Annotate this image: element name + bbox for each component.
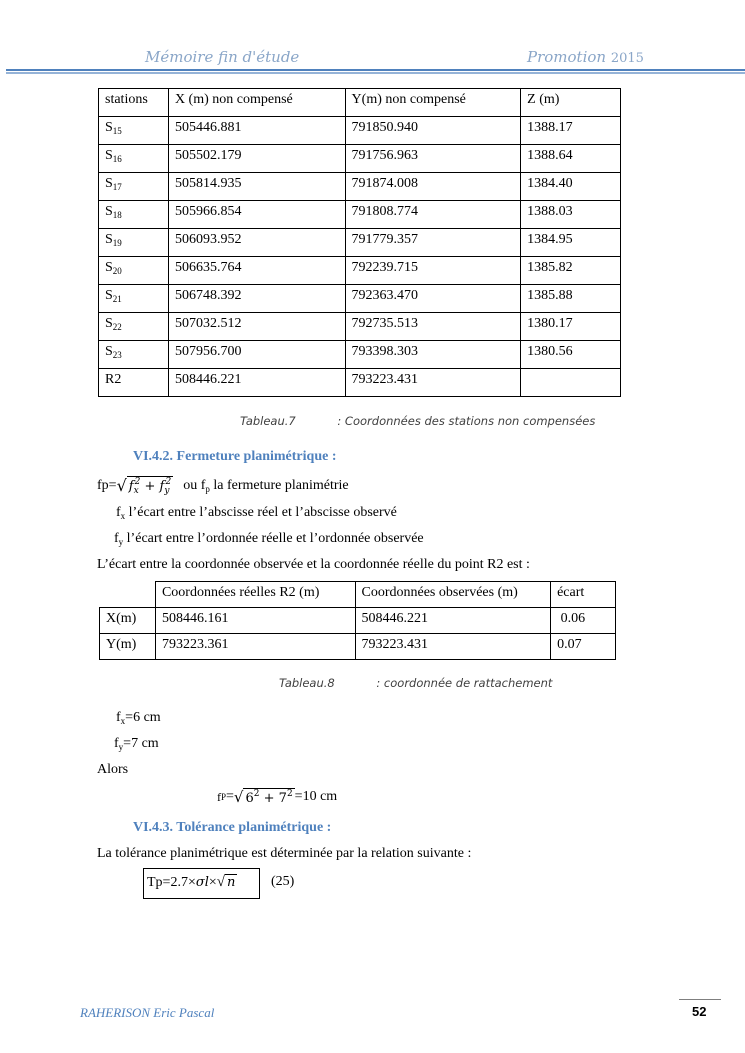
coordinate-cell-y: 793398.303 xyxy=(345,341,521,369)
fp-result-value: =10 cm xyxy=(294,789,338,804)
station-index: 17 xyxy=(112,182,122,192)
table-cell: 0.07 xyxy=(551,634,616,660)
fp-sqrt-values: √ $6^2 + 7^2$ xyxy=(233,788,293,806)
caption-label: Tableau.8 xyxy=(279,676,335,690)
fp-sqrt-formula: √ $f_x^2 + f_y^2$ xyxy=(116,476,172,496)
station-cell xyxy=(99,369,169,397)
table-row xyxy=(99,341,621,369)
header-rule-light xyxy=(6,72,745,74)
table-cell: 0.06 xyxy=(551,608,616,634)
coordinate-cell-z xyxy=(521,369,621,397)
coordinate-cell-y: 791850.940 xyxy=(345,117,521,145)
fy-description: l’écart entre l’ordonnée réelle et l’ordonnée observée xyxy=(123,531,424,546)
fy-definition-line xyxy=(114,531,424,547)
alors-text: Alors xyxy=(97,762,129,777)
section-heading-vi42: VI.4.2. Fermeture planimétrique : xyxy=(133,449,337,464)
station-index: 16 xyxy=(112,154,122,164)
fx-definition-line xyxy=(116,505,397,521)
table-row xyxy=(99,369,621,397)
coordinate-cell-z: 1384.95 xyxy=(521,229,621,257)
station-letter: S xyxy=(105,288,113,303)
fp-sub: p xyxy=(205,484,210,494)
station-letter: S xyxy=(105,204,113,219)
station-letter: S xyxy=(105,148,113,163)
station-cell xyxy=(99,229,169,257)
station-index: 15 xyxy=(112,126,122,136)
table-row xyxy=(99,285,621,313)
fx-result: $f_x=6$ cm xyxy=(116,710,161,726)
fp-prefix: fp= xyxy=(97,478,117,493)
table-row xyxy=(100,608,616,634)
fx-sub: x xyxy=(120,511,126,521)
coordinate-cell-x: 507956.700 xyxy=(168,341,345,369)
table-row xyxy=(100,634,616,660)
header-promotion-label: Promotion xyxy=(527,48,607,66)
fp-result-eq: = xyxy=(226,789,234,804)
coordinate-cell-z: 1388.64 xyxy=(521,145,621,173)
fp-result-sub: P xyxy=(221,792,227,802)
station-index: 22 xyxy=(112,322,122,332)
tolerance-intro: La tolérance planimétrique est déterminée par la relation suivante : xyxy=(97,846,472,861)
coordinate-cell-y: 791808.774 xyxy=(345,201,521,229)
coordinate-cell-x: 507032.512 xyxy=(168,313,345,341)
caption-label: Tableau.7 xyxy=(240,414,296,428)
coordinate-cell-y: 791874.008 xyxy=(345,173,521,201)
formula-sigma: σl xyxy=(195,875,209,890)
table-row xyxy=(99,229,621,257)
station-index: 21 xyxy=(112,294,122,304)
coordinate-cell-z: 1384.40 xyxy=(521,173,621,201)
coordinate-cell-z: 1380.17 xyxy=(521,313,621,341)
station-cell xyxy=(99,173,169,201)
table-row xyxy=(99,201,621,229)
fp-result-symbol: f xyxy=(217,789,221,804)
caption-text: : coordonnée de rattachement xyxy=(376,676,553,690)
table-header-cell xyxy=(100,582,156,608)
equation-number: (25) xyxy=(271,874,295,889)
stations-table-body xyxy=(99,117,621,397)
station-letter: S xyxy=(105,316,113,331)
coordinate-cell-z: 1388.03 xyxy=(521,201,621,229)
page-number: 52 xyxy=(692,1004,707,1019)
fy-sub: y xyxy=(118,537,124,547)
coordinate-cell-x: 508446.221 xyxy=(168,369,345,397)
formula-prefix: Tp=2.7× xyxy=(147,875,196,890)
station-letter: R2 xyxy=(105,372,122,387)
coordinate-cell-y: 792363.470 xyxy=(345,285,521,313)
formula-n: n xyxy=(227,875,236,890)
table-cell: 508446.161 xyxy=(155,608,355,634)
header-right xyxy=(527,48,644,66)
table-header-cell: Coordonnées réelles R2 (m) xyxy=(155,582,355,608)
table-row xyxy=(99,173,621,201)
fy-result: $f_y=7$ cm xyxy=(114,736,159,752)
fp-or-text: ou f xyxy=(183,478,206,493)
station-cell xyxy=(99,257,169,285)
station-cell xyxy=(99,313,169,341)
station-letter: S xyxy=(105,260,113,275)
station-letter: S xyxy=(105,232,113,247)
fx-symbol: f xyxy=(116,505,121,520)
tolerance-formula-box: Tp=2.7×σl×√ n xyxy=(143,868,260,899)
coordinate-cell-y: 792239.715 xyxy=(345,257,521,285)
coordinate-cell-x: 506093.952 xyxy=(168,229,345,257)
coordinate-cell-x: 505502.179 xyxy=(168,145,345,173)
coordinate-cell-z: 1388.17 xyxy=(521,117,621,145)
station-letter: S xyxy=(105,120,113,135)
station-index: 20 xyxy=(112,266,122,276)
fp-definition-line xyxy=(97,476,349,496)
fx-description: l’écart entre l’abscisse réel et l’abscisse observé xyxy=(125,505,397,520)
caption-text: : Coordonnées des stations non compensées xyxy=(337,414,596,428)
table-header-cell: écart xyxy=(551,582,616,608)
table-header-cell: Y(m) non compensé xyxy=(345,89,521,117)
station-index: 19 xyxy=(112,238,122,248)
fp-computation xyxy=(217,788,337,806)
table7-caption xyxy=(240,414,595,428)
section-heading-vi43: VI.4.3. Tolérance planimétrique : xyxy=(133,820,332,835)
table-cell: 508446.221 xyxy=(355,608,551,634)
table-cell: Y(m) xyxy=(100,634,156,660)
stations-table xyxy=(98,88,621,397)
table-header-cell: stations xyxy=(99,89,169,117)
table-cell: 793223.361 xyxy=(155,634,355,660)
station-index: 18 xyxy=(112,210,122,220)
r2-intro-text: L’écart entre la coordonnée observée et la coordonnée réelle du point R2 est : xyxy=(97,557,530,572)
coordinate-cell-x: 506748.392 xyxy=(168,285,345,313)
table-row xyxy=(99,145,621,173)
header-left: Mémoire fin d'étude xyxy=(145,48,300,66)
station-cell xyxy=(99,285,169,313)
fx-value: =6 cm xyxy=(125,710,161,725)
coordinate-cell-z: 1385.82 xyxy=(521,257,621,285)
station-cell xyxy=(99,201,169,229)
coordinate-cell-x: 506635.764 xyxy=(168,257,345,285)
table-cell: X(m) xyxy=(100,608,156,634)
footer-rule xyxy=(679,999,721,1000)
table-header-cell: Coordonnées observées (m) xyxy=(355,582,551,608)
station-cell xyxy=(99,145,169,173)
rattachement-table xyxy=(99,581,616,660)
coordinate-cell-y: 792735.513 xyxy=(345,313,521,341)
station-letter: S xyxy=(105,176,113,191)
table8-caption xyxy=(279,676,552,690)
coordinate-cell-y: 791779.357 xyxy=(345,229,521,257)
table-row xyxy=(99,117,621,145)
formula-times: × xyxy=(208,875,217,890)
station-index: 23 xyxy=(112,350,122,360)
station-letter: S xyxy=(105,344,113,359)
coordinate-cell-z: 1385.88 xyxy=(521,285,621,313)
header-rule xyxy=(6,69,745,71)
coordinate-cell-y: 791756.963 xyxy=(345,145,521,173)
table-header-cell: X (m) non compensé xyxy=(168,89,345,117)
table-header-row xyxy=(100,582,616,608)
table-header-row xyxy=(99,89,621,117)
table-row xyxy=(99,257,621,285)
fy-value: =7 cm xyxy=(123,736,159,751)
table-cell: 793223.431 xyxy=(355,634,551,660)
coordinate-cell-x: 505446.881 xyxy=(168,117,345,145)
header-year: 2015 xyxy=(610,51,644,66)
coordinate-cell-z: 1380.56 xyxy=(521,341,621,369)
footer-author: RAHERISON Eric Pascal xyxy=(80,1005,215,1020)
coordinate-cell-x: 505814.935 xyxy=(168,173,345,201)
fp-description: la fermeture planimétrie xyxy=(209,478,349,493)
fy-symbol: f xyxy=(114,531,119,546)
table-row xyxy=(99,313,621,341)
table-header-cell: Z (m) xyxy=(521,89,621,117)
coordinate-cell-x: 505966.854 xyxy=(168,201,345,229)
coordinate-cell-y: 793223.431 xyxy=(345,369,521,397)
station-cell xyxy=(99,117,169,145)
station-cell xyxy=(99,341,169,369)
